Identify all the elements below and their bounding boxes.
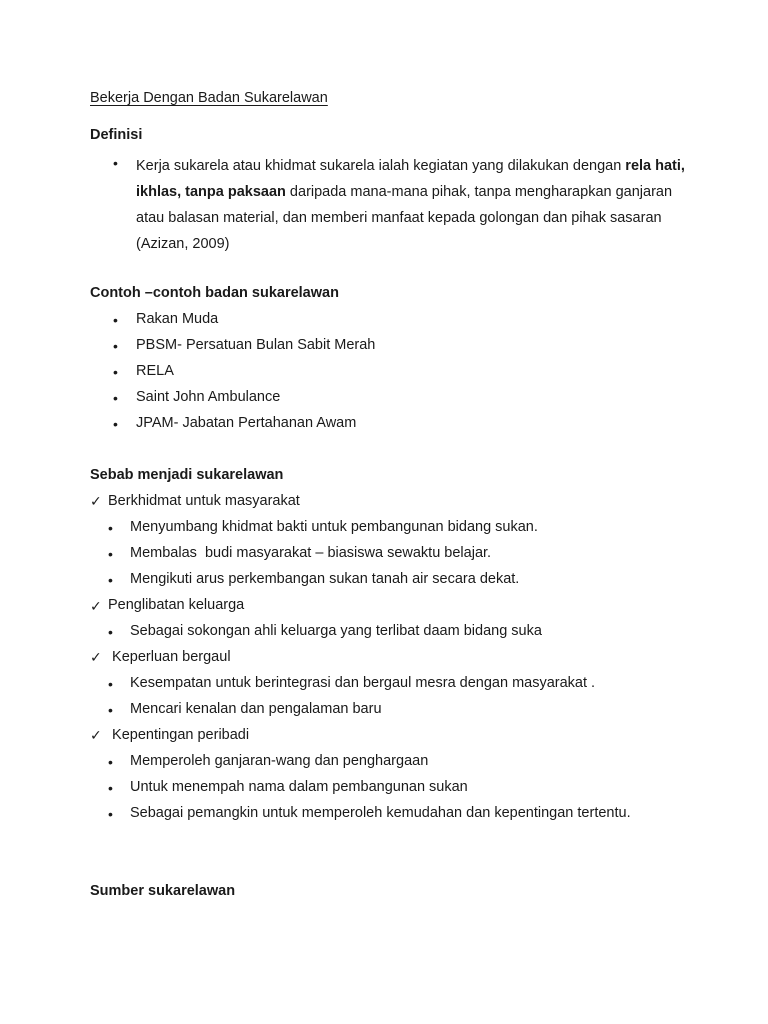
document-title: Bekerja Dengan Badan Sukarelawan <box>90 90 328 106</box>
contoh-bullet: • <box>113 390 118 406</box>
contoh-item: RELA <box>136 363 174 379</box>
contoh-bullet: • <box>113 338 118 354</box>
sebab-group-label: Berkhidmat untuk masyarakat <box>108 493 300 509</box>
definisi-text-2: daripada mana-mana pihak, tanpa mengharapkan ganjaran atau balasan material, dan memberi manfaat kepada golongan dan pihak sasaran (Azizan, 2009) <box>136 184 673 252</box>
contoh-item: Saint John Ambulance <box>136 389 281 405</box>
sebab-item: Mencari kenalan dan pengalaman baru <box>130 701 382 717</box>
sebab-item: Sebagai pemangkin untuk memperoleh kemudahan dan kepentingan tertentu. <box>130 805 631 821</box>
sumber-heading: Sumber sukarelawan <box>90 883 236 899</box>
sebab-item: Memperoleh ganjaran-wang dan penghargaan <box>130 753 429 769</box>
definisi-heading: Definisi <box>90 127 143 143</box>
sebab-item: Untuk menempah nama dalam pembangunan sukan <box>130 779 468 795</box>
sebab-bullet: • <box>108 546 113 562</box>
contoh-bullet: • <box>113 416 118 432</box>
sebab-bullet: • <box>108 676 113 692</box>
contoh-bullet: • <box>113 364 118 380</box>
definisi-paragraph <box>136 153 696 257</box>
check-icon: ✓ <box>90 649 102 665</box>
sebab-bullet: • <box>108 702 113 718</box>
contoh-item: PBSM- Persatuan Bulan Sabit Merah <box>136 337 376 353</box>
contoh-item: JPAM- Jabatan Pertahanan Awam <box>136 415 357 431</box>
sebab-group-label: Kepentingan peribadi <box>108 727 250 743</box>
check-icon: ✓ <box>90 727 102 743</box>
definisi-bullet: • <box>113 155 118 171</box>
sebab-item: Kesempatan untuk berintegrasi dan bergaul mesra dengan masyarakat . <box>130 675 596 691</box>
sebab-bullet: • <box>108 806 113 822</box>
contoh-bullet: • <box>113 312 118 328</box>
definisi-text-1: Kerja sukarela atau khidmat sukarela ialah kegiatan yang dilakukan dengan <box>136 158 626 174</box>
sebab-item: Mengikuti arus perkembangan sukan tanah air secara dekat. <box>130 571 520 587</box>
sebab-item: Sebagai sokongan ahli keluarga yang terlibat daam bidang suka <box>130 623 542 639</box>
sebab-group-label: Penglibatan keluarga <box>108 597 245 613</box>
sebab-bullet: • <box>108 520 113 536</box>
sebab-group-label: Keperluan bergaul <box>108 649 231 665</box>
check-icon: ✓ <box>90 493 102 509</box>
sebab-item: Menyumbang khidmat bakti untuk pembangunan bidang sukan. <box>130 519 538 535</box>
sebab-bullet: • <box>108 754 113 770</box>
sebab-bullet: • <box>108 572 113 588</box>
sebab-heading: Sebab menjadi sukarelawan <box>90 467 284 483</box>
definisi-bold-text: rela hati, ikhlas, tanpa paksaan <box>136 158 685 200</box>
sebab-bullet: • <box>108 624 113 640</box>
sebab-bullet: • <box>108 780 113 796</box>
sebab-item: Membalas budi masyarakat – biasiswa sewaktu belajar. <box>130 545 492 561</box>
contoh-item: Rakan Muda <box>136 311 219 327</box>
check-icon: ✓ <box>90 598 102 614</box>
contoh-heading: Contoh –contoh badan sukarelawan <box>90 285 339 301</box>
